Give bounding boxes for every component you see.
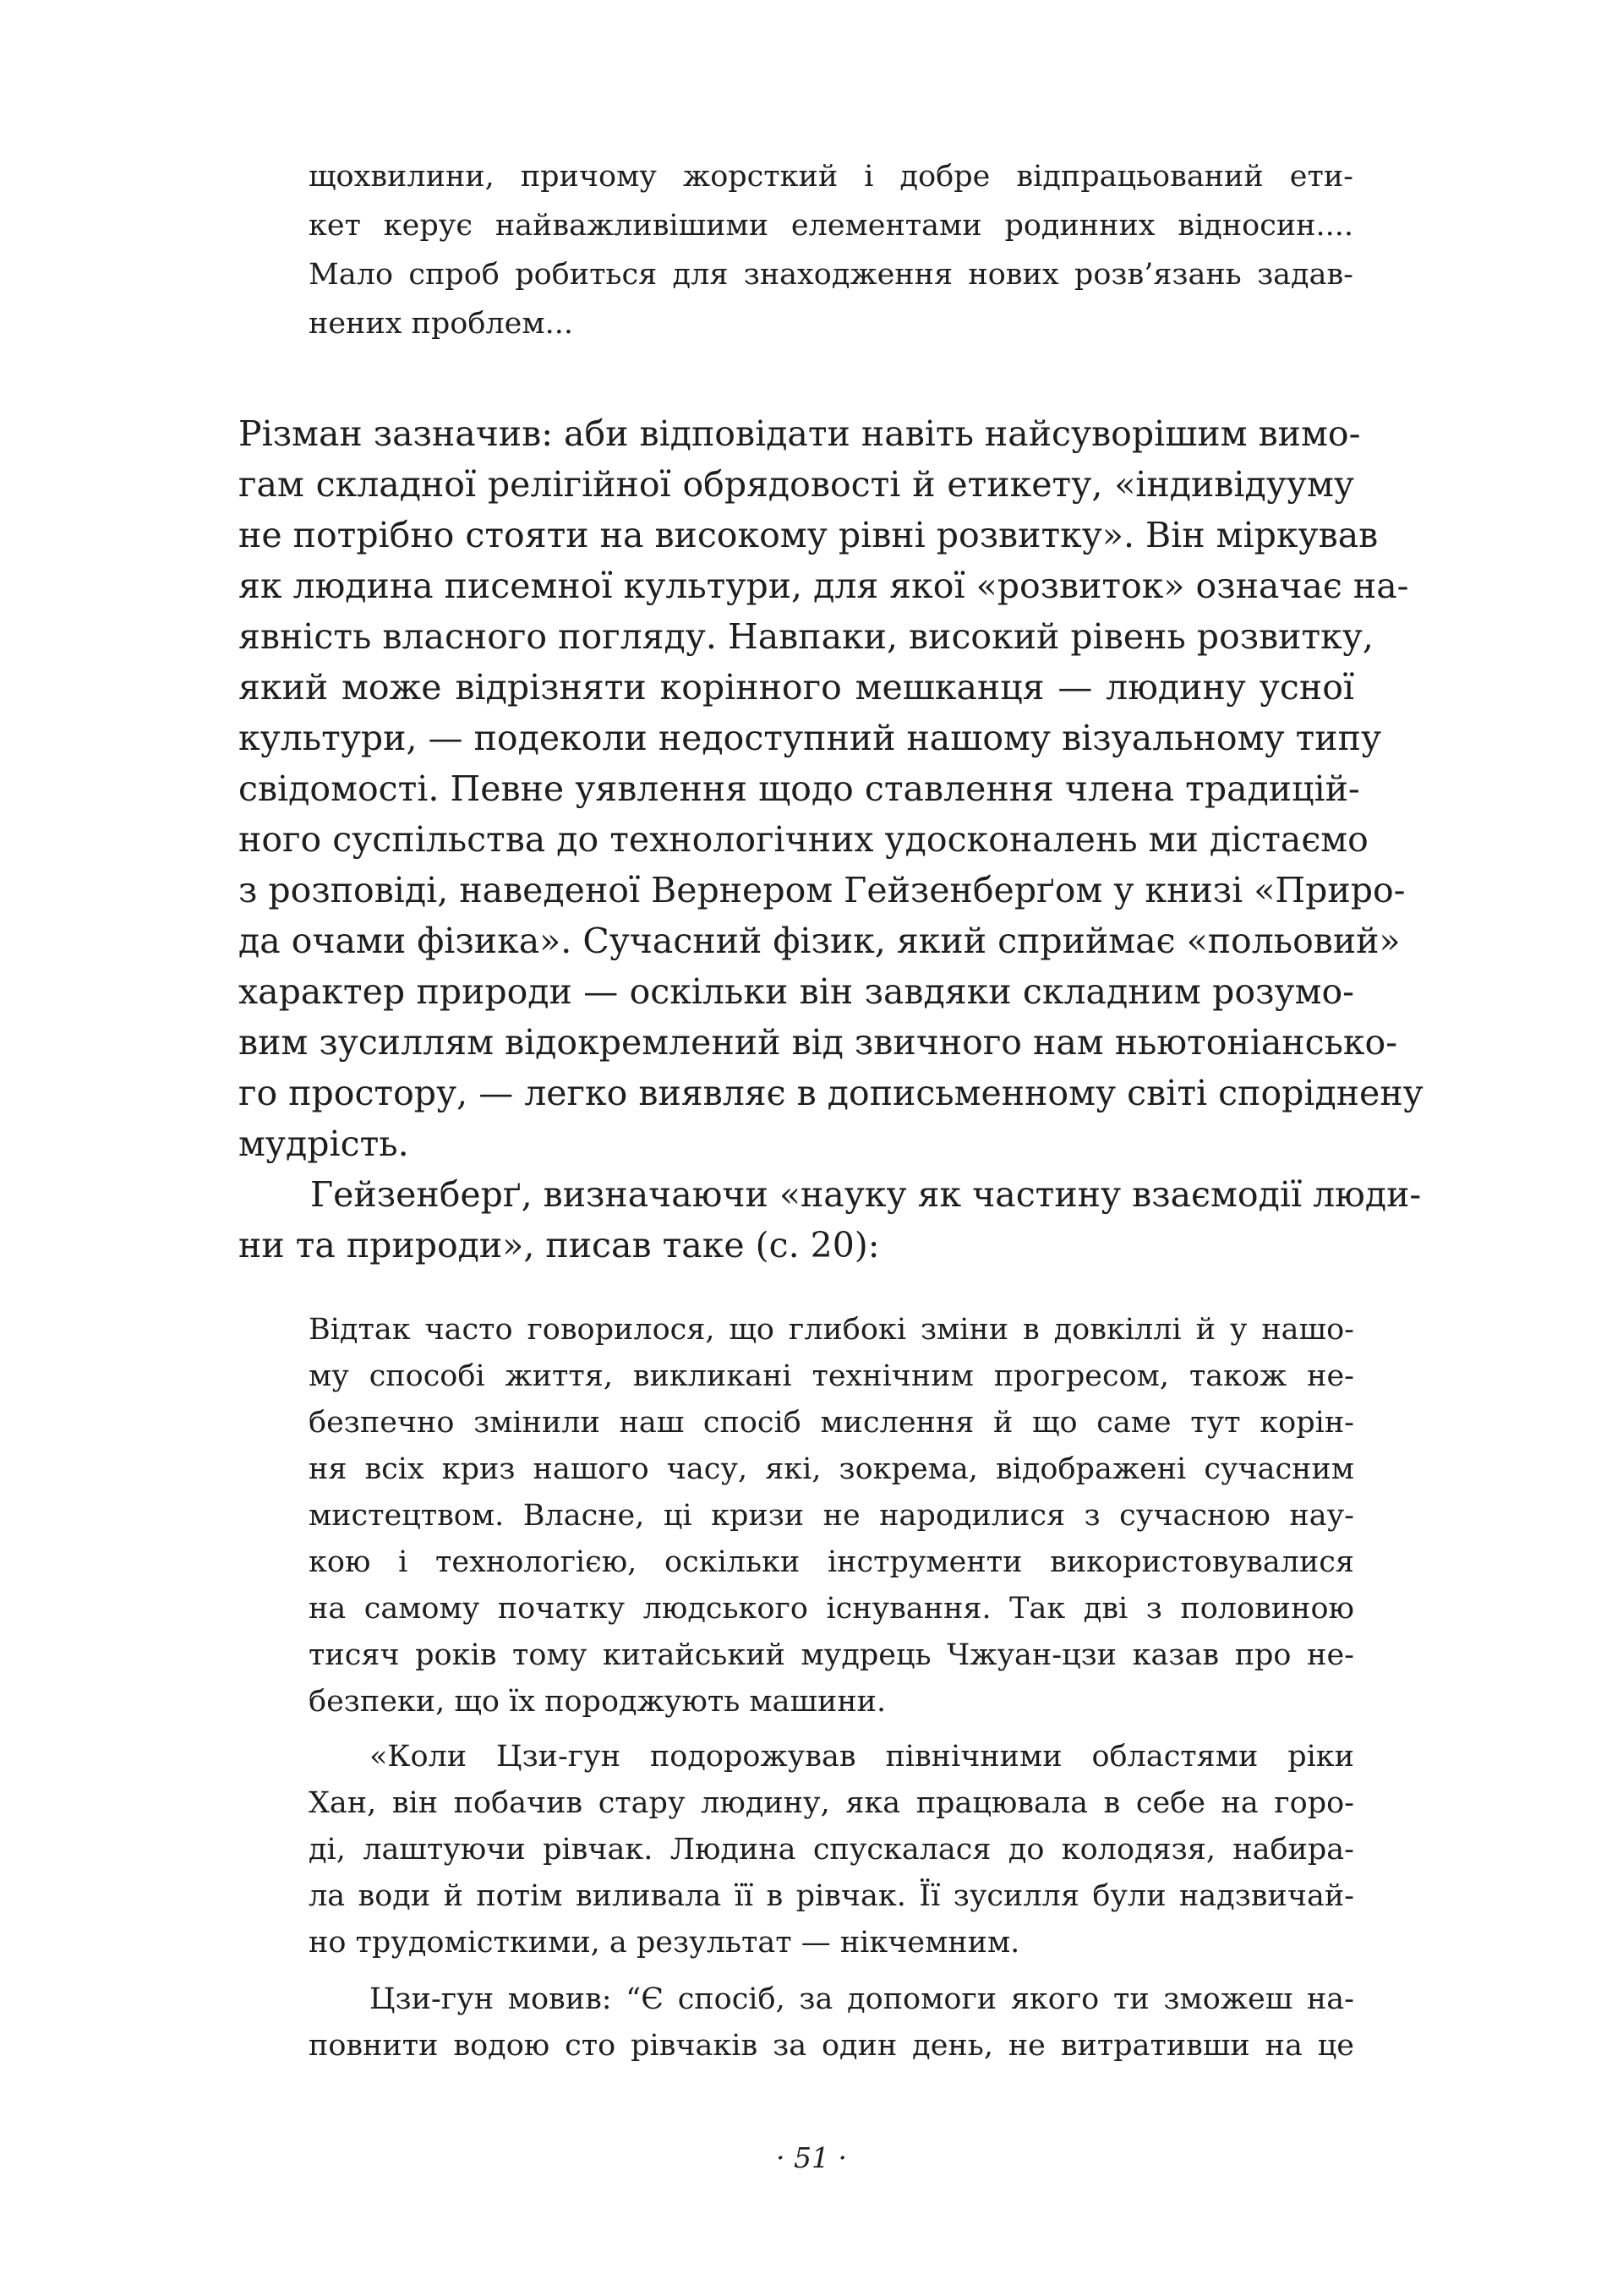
body-line: явність власного погляду. Навпаки, високий рівень розвитку,: [238, 616, 1374, 657]
quote-line: му способі життя, викликані технічним прогресом, також не-: [309, 1359, 1354, 1393]
body-line: свідомості. Певне уявлення щодо ставлення члена традицій-: [238, 768, 1360, 809]
body-line: не потрібно стояти на високому рівні розвитку». Він міркував: [238, 515, 1379, 555]
quote-line: безпечно змінили наш спосіб мислення й що саме тут корін-: [309, 1406, 1354, 1440]
quote-line: на самому початку людського існування. Так дві з половиною: [309, 1592, 1354, 1626]
body-line: гам складної релігійної обрядовості й етикету, «індивідууму: [238, 464, 1354, 505]
quote-line: ня всіх криз нашого часу, які, зокрема, відображені сучасним: [309, 1452, 1354, 1486]
body-line: з розповіді, наведеної Вернером Гейзенберґом у книзі «Приро-: [238, 870, 1406, 910]
body-line: вим зусиллям відокремлений від звичного нам ньютоніансько-: [238, 1022, 1398, 1063]
quote-line: ді, лаштуючи рівчак. Людина спускалася до колодязя, набира-: [309, 1833, 1354, 1867]
quote-line: Цзи-гун мовив: “Є спосіб, за допомоги якого ти зможеш на-: [369, 1982, 1354, 2016]
body-line: го простору, — легко виявляє в дописьменному світі споріднену: [238, 1073, 1424, 1113]
quote-line: повнити водою сто рівчаків за один день, не витративши на це: [309, 2029, 1354, 2063]
quote-line: безпеки, що їх породжують машини.: [309, 1685, 887, 1719]
quote-line: мистецтвом. Власне, ці кризи не народилися з сучасною нау-: [309, 1499, 1354, 1533]
quote-line: кет керує найважливішими елементами родинних відносин....: [309, 209, 1353, 243]
body-line: який може відрізняти корінного мешканця — людину усної: [238, 667, 1354, 708]
quote-line: Відтак часто говорилося, що глибокі зміни в довкіллі й у нашо-: [309, 1313, 1354, 1347]
quote-line: кою і технологією, оскільки інструменти використовувалися: [309, 1545, 1354, 1579]
body-line: ного суспільства до технологічних удосконалень ми дістаємо: [238, 819, 1369, 860]
body-line: характер природи — оскільки він завдяки складним розумо-: [238, 971, 1354, 1012]
body-line: да очами фізика». Сучасний фізик, який сприймає «польовий»: [238, 921, 1401, 961]
body-line: ни та природи», писав таке (с. 20):: [238, 1225, 880, 1266]
page-number: · 51 ·: [776, 2141, 847, 2174]
quote-line: «Коли Цзи-гун подорожував північними областями ріки: [369, 1740, 1354, 1774]
body-line: Різман зазначив: аби відповідати навіть найсуворішим вимо-: [238, 413, 1361, 454]
quote-line: тисяч років тому китайський мудрець Чжуан-цзи казав про не-: [309, 1638, 1354, 1672]
quote-line: ла води й потім виливала її в рівчак. Її зусилля були надзвичай-: [309, 1879, 1354, 1913]
quote-line: Мало спроб робиться для знаходження нових розв’язань задав-: [309, 258, 1353, 292]
quote-line: щохвилини, причому жорсткий і добре відпрацьований ети-: [309, 160, 1353, 194]
quote-line: нених проблем...: [309, 307, 573, 341]
quote-line: Хан, він побачив стару людину, яка працювала в себе на горо-: [309, 1786, 1354, 1820]
quote-line: но трудомісткими, а результат — нікчемним.: [309, 1926, 1020, 1960]
body-line: як людина писемної культури, для якої «розвиток» означає на-: [238, 566, 1409, 606]
body-line: культури, — подеколи недоступний нашому візуальному типу: [238, 718, 1382, 758]
body-line: мудрість.: [238, 1123, 409, 1164]
body-line: Гейзенберґ, визначаючи «науку як частину взаємодії люди-: [310, 1174, 1422, 1215]
